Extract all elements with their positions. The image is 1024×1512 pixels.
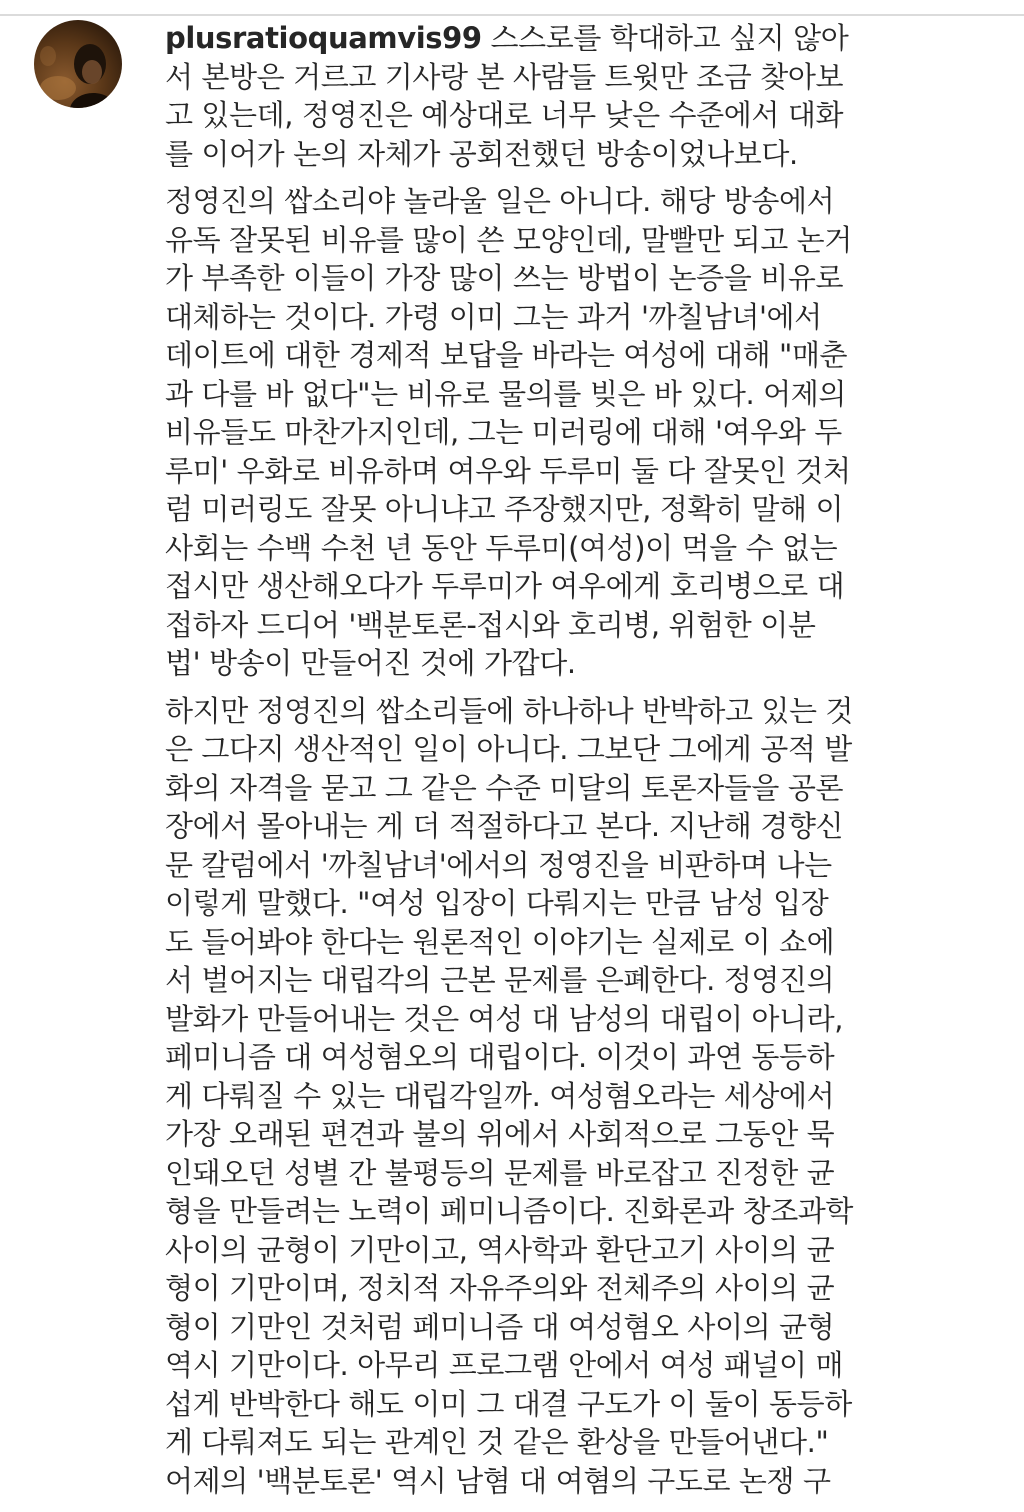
comment-body (165, 19, 895, 1509)
profile-photo-icon (34, 20, 122, 108)
comment-paragraph-2: 정영진의 쌉소리야 놀라울 일은 아니다. 해당 방송에서 유독 잘못된 비유를 많이 쓴 모양인데, 말빨만 되고 논거 가 부족한 이들이 가장 많이 쓰는 방법이 논증을 비유로 대체하는 것이다. 가령 이미 그는 과거 '까칠남녀'에서 데이트에 대한 경제적 보답을 바라는 여성에 대해 "매춘 과 다를 바 없다"는 비유로 물의를 빚은 바 있다. 어제의 비유들도 마찬가지인데, 그는 미러링에 대해 '여우와 두 루미' 우화로 비유하며 여우와 두루미 둘 다 잘못인 것처 럼 미러링도 잘못 아니냐고 주장했지만, 정확히 말해 이 사회는 수백 수천 년 동안 두루미(여성)이 먹을 수 없는 접시만 생산해오다가 두루미가 여우에게 호리병으로 대 접하자 드디어 '백분토론-접시와 호리병, 위험한 이분 법' 방송이 만들어진 것에 가깝다. (165, 184, 852, 680)
comment-paragraph-1 (165, 19, 895, 173)
avatar[interactable] (34, 20, 122, 108)
comment-username[interactable]: plusratioquamvis99 (165, 21, 482, 55)
top-divider (0, 14, 1024, 16)
comment-text-1: 스스로를 학대하고 싶지 않아 서 본방은 거르고 기사랑 본 사람들 트윗만 조금 찾아보 고 있는데, 정영진은 예상대로 너무 낮은 수준에서 대화 를 이어가 논의 자체가 공회전했던 방송이었나보다. (165, 21, 849, 171)
comment-paragraph-3: 하지만 정영진의 쌉소리들에 하나하나 반박하고 있는 것 은 그다지 생산적인 일이 아니다. 그보단 그에게 공적 발 화의 자격을 묻고 그 같은 수준 미달의 토론자들을 공론 장에서 몰아내는 게 더 적절하다고 본다. 지난해 경향신 문 칼럼에서 '까칠남녀'에서의 정영진을 비판하며 나는 이렇게 말했다. "여성 입장이 다뤄지는 만큼 남성 입장 도 들어봐야 한다는 원론적인 이야기는 실제로 이 쇼에 서 벌어지는 대립각의 근본 문제를 은폐한다. 정영진의 발화가 만들어내는 것은 여성 대 남성의 대립이 아니라, 페미니즘 대 여성혐오의 대립이다. 이것이 과연 동등하 게 다뤄질 수 있는 대립각일까. 여성혐오라는 세상에서 가장 오래된 편견과 불의 위에서 사회적으로 그동안 묵 인돼오던 성별 간 불평등의 문제를 바로잡고 진정한 균 형을 만들려는 노력이 페미니즘이다. 진화론과 창조과학 사이의 균형이 기만이고, 역사학과 환단고기 사이의 균 형이 기만이며, 정치적 자유주의와 전체주의 사이의 균 형이 기만인 것처럼 페미니즘 대 여성혐오 사이의 균형 역시 기만이다. 아무리 프로그램 안에서 여성 패널이 매 섭게 반박한다 해도 이미 그 대결 구도가 이 둘이 동등하 게 다뤄져도 되는 관계인 것 같은 환상을 만들어낸다." 어제의 '백분토론' 역시 남혐 대 여혐의 구도로 논쟁 구 (165, 693, 854, 1498)
